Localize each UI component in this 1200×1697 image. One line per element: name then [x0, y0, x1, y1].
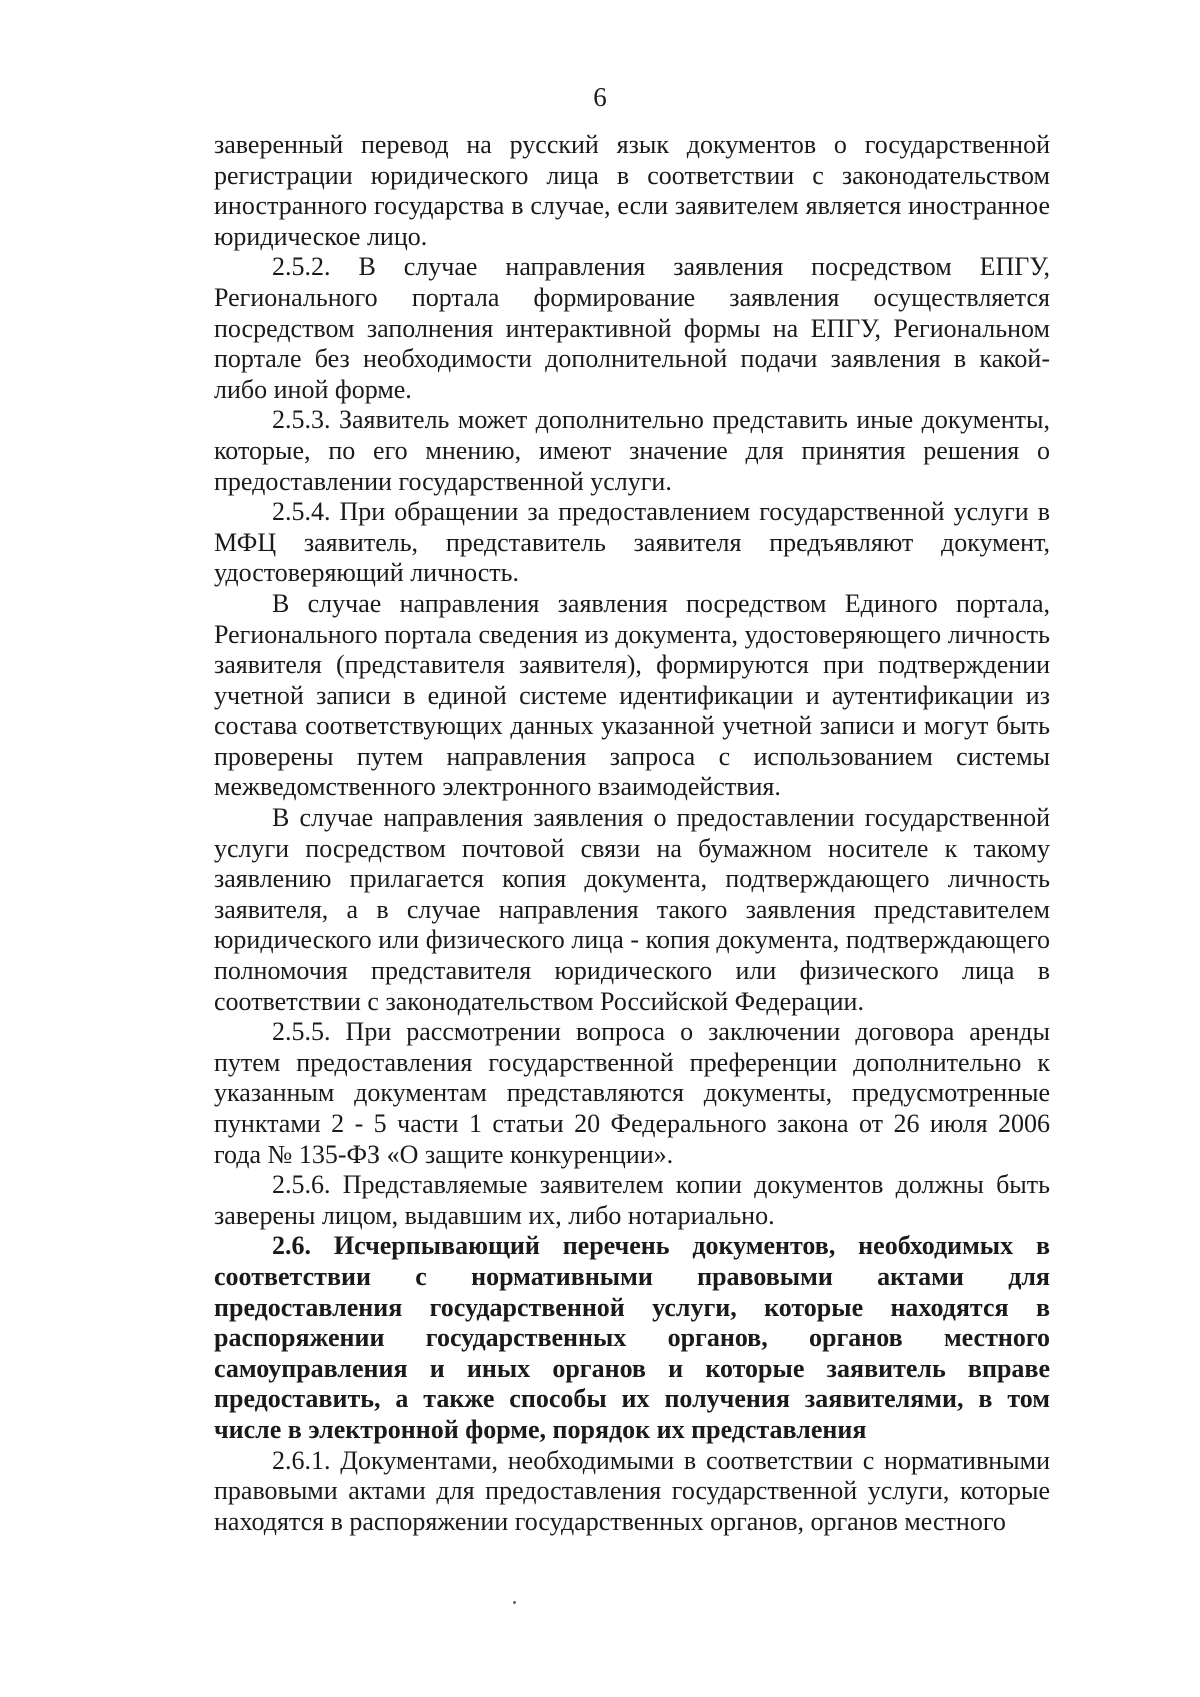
paragraph-unified-portal: В случае направления заявления посредством Единого портала, Регионального портала сведения из документа, удостоверяющего личность заявителя (представителя заявителя), формируются при подтверждении учетной записи в единой системе идентификации и аутентификации из состава соответствующих данных указанной учетной записи и могут быть проверены путем направления запроса с использованием системы межведомственного электронного взаимодействия. [214, 588, 1050, 802]
paragraph-2-6-1: 2.6.1. Документами, необходимыми в соответствии с нормативными правовыми актами для предоставления государственной услуги, которые находятся в распоряжении государственных органов, органов местного [214, 1445, 1050, 1536]
page-number: 6 [593, 82, 607, 112]
paragraph-2-5-6: 2.5.6. Представляемые заявителем копии документов должны быть заверены лицом, выдавшим их, либо нотариально. [214, 1170, 1050, 1230]
scan-artifact-dot [513, 1601, 516, 1604]
paragraph-2-5-3: 2.5.3. Заявитель может дополнительно представить иные документы, которые, по его мнению, имеют значение для принятия решения о предоставлении государственной услуги. [214, 405, 1050, 496]
paragraph-2-5-4: 2.5.4. При обращении за предоставлением государственной услуги в МФЦ заявитель, представитель заявителя предъявляют документ, удостоверяющий личность. [214, 497, 1050, 588]
document-body [214, 130, 1050, 1537]
paragraph-2-5-5: 2.5.5. При рассмотрении вопроса о заключении договора аренды путем предоставления государственной преференции дополнительно к указанным документам представляются документы, предусмотренные пунктами 2 - 5 части 1 статьи 20 Федерального закона от 26 июля 2006 года № 135-ФЗ «О защите конкуренции». [214, 1017, 1050, 1169]
section-heading-2-6: 2.6. Исчерпывающий перечень документов, необходимых в соответствии с нормативными правовыми актами для предоставления государственной услуги, которые находятся в распоряжении государственных органов, органов местного самоуправления и иных органов и которые заявитель вправе предоставить, а также способы их получения заявителями, в том числе в электронной форме, порядок их представления [214, 1231, 1050, 1444]
paragraph-postal: В случае направления заявления о предоставлении государственной услуги посредством почтовой связи на бумажном носителе к такому заявлению прилагается копия документа, подтверждающего личность заявителя, а в случае направления такого заявления представителем юридического или физического лица - копия документа, подтверждающего полномочия представителя юридического или физического лица в соответствии с законодательством Российской Федерации. [214, 803, 1050, 1016]
paragraph-2-5-2: 2.5.2. В случае направления заявления посредством ЕПГУ, Регионального портала формирование заявления осуществляется посредством заполнения интерактивной формы на ЕПГУ, Региональном портале без необходимости дополнительной подачи заявления в какой-либо иной форме. [214, 252, 1050, 404]
paragraph-continuation: заверенный перевод на русский язык документов о государственной регистрации юридического лица в соответствии с законодательством иностранного государства в случае, если заявителем является иностранное юридическое лицо. [214, 130, 1050, 251]
